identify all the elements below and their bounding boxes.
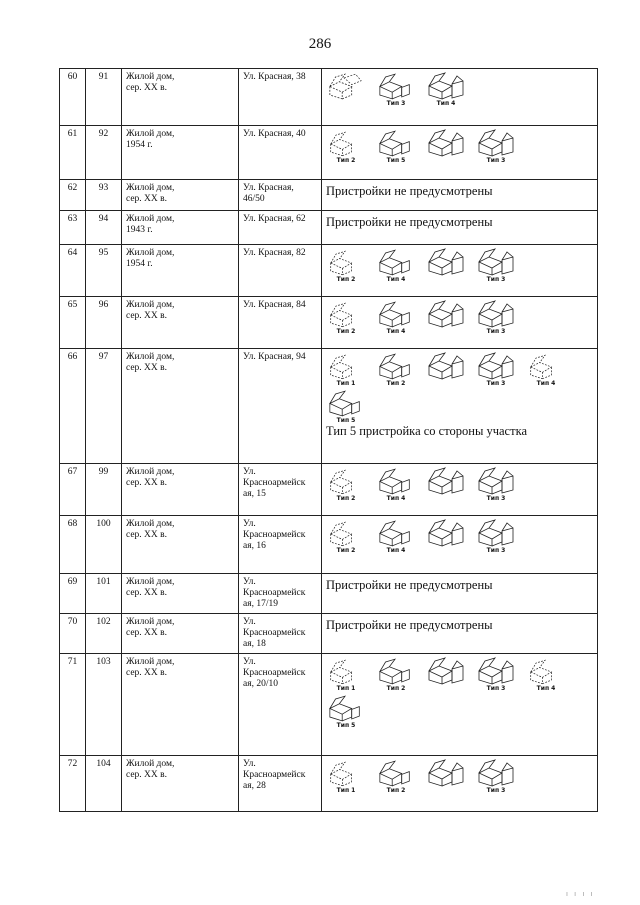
object-address: Ул. Красная, 82	[239, 245, 322, 297]
extension-sketch	[426, 129, 466, 165]
table-row	[60, 211, 598, 245]
sketch-type-caption: Тип 4	[436, 100, 456, 107]
sketch-type-caption: Тип 5	[336, 722, 356, 729]
extension-sketch	[376, 520, 416, 555]
house-full-extension-icon	[426, 300, 466, 328]
sketch-type-caption: Тип 3	[486, 685, 506, 692]
object-address: Ул. Красная, 62	[239, 211, 322, 245]
house-full-extension-icon	[476, 759, 516, 787]
house-full-extension-icon	[426, 248, 466, 276]
sketch-type-caption: Тип 4	[536, 380, 556, 387]
sketch-type-caption: Тип 5	[336, 417, 356, 424]
extension-sketch	[326, 761, 366, 795]
house-full-extension-icon	[426, 759, 466, 787]
house-full-extension-icon	[476, 129, 516, 157]
object-name: Жилой дом, сер. XX в.	[122, 464, 239, 516]
object-address: Ул. Красноармейск ая, 15	[239, 464, 322, 516]
extension-types-cell	[322, 614, 598, 654]
extension-sketches	[326, 759, 593, 795]
extension-sketch	[326, 659, 366, 693]
extension-sketch	[426, 352, 466, 388]
object-address: Ул. Красноармейск ая, 28	[239, 756, 322, 812]
object-name: Жилой дом, 1954 г.	[122, 245, 239, 297]
extension-types-cell	[322, 654, 598, 756]
object-address: Ул. Красная, 84	[239, 297, 322, 349]
extension-types-cell	[322, 180, 598, 211]
row-number: 69	[60, 574, 86, 614]
object-number: 93	[86, 180, 122, 211]
object-name: Жилой дом, 1954 г.	[122, 126, 239, 180]
row-number: 61	[60, 126, 86, 180]
extension-sketch	[476, 467, 516, 503]
house-dashed-icon	[328, 131, 364, 157]
object-name: Жилой дом, сер. XX в.	[122, 574, 239, 614]
extension-sketch	[326, 302, 366, 336]
object-number: 94	[86, 211, 122, 245]
object-name: Жилой дом, сер. XX в.	[122, 349, 239, 464]
extension-types-cell	[322, 756, 598, 812]
extension-sketch	[476, 759, 516, 795]
house-full-extension-icon	[476, 248, 516, 276]
extension-sketch	[426, 248, 466, 284]
no-extensions-note: Пристройки не предусмотрены	[326, 184, 493, 198]
extension-sketch	[376, 130, 416, 165]
object-number: 99	[86, 464, 122, 516]
object-number: 101	[86, 574, 122, 614]
sketch-type-caption: Тип 2	[336, 328, 356, 335]
sketch-type-caption: Тип 3	[486, 495, 506, 502]
extension-sketch	[326, 73, 366, 108]
extension-sketch	[376, 760, 416, 795]
house-extension-icon	[377, 73, 415, 100]
table-row	[60, 126, 598, 180]
row-number: 62	[60, 180, 86, 211]
house-extension-icon	[377, 468, 415, 495]
house-dashed-icon	[328, 659, 364, 685]
extension-types-cell	[322, 245, 598, 297]
house-extension-icon	[377, 353, 415, 380]
house-extension-icon	[377, 301, 415, 328]
house-full-extension-icon	[476, 300, 516, 328]
extension-types-cell	[322, 297, 598, 349]
extension-sketch	[376, 353, 416, 388]
sketch-type-caption: Тип 3	[486, 157, 506, 164]
extension-sketch	[476, 248, 516, 284]
object-number: 91	[86, 69, 122, 126]
object-name: Жилой дом, сер. XX в.	[122, 654, 239, 756]
sketch-type-caption: Тип 3	[486, 547, 506, 554]
table-row	[60, 464, 598, 516]
extension-types-cell	[322, 126, 598, 180]
row-number: 70	[60, 614, 86, 654]
extension-sketch	[476, 129, 516, 165]
extension-sketch	[476, 300, 516, 336]
extension-sketches	[326, 72, 593, 108]
row-number: 68	[60, 516, 86, 574]
extension-types-cell	[322, 464, 598, 516]
row-number: 60	[60, 69, 86, 126]
object-name: Жилой дом, 1943 г.	[122, 211, 239, 245]
object-name: Жилой дом, сер. XX в.	[122, 297, 239, 349]
extension-sketch	[426, 72, 466, 108]
object-number: 104	[86, 756, 122, 812]
sketch-type-caption: Тип 3	[486, 276, 506, 283]
footer-scan-mark: ı ı ı ı	[566, 890, 595, 898]
extension-sketch	[376, 468, 416, 503]
extension-sketch	[326, 390, 366, 425]
sketch-type-caption: Тип 2	[336, 276, 356, 283]
house-extension-icon	[377, 760, 415, 787]
house-extension-icon	[327, 390, 365, 417]
house-extension-icon	[377, 658, 415, 685]
table-row	[60, 245, 598, 297]
table-row	[60, 574, 598, 614]
table-row	[60, 69, 598, 126]
house-dashed-gable-icon	[327, 73, 365, 100]
extension-types-cell	[322, 69, 598, 126]
extension-sketch	[326, 469, 366, 503]
house-extension-icon	[377, 520, 415, 547]
row-number: 67	[60, 464, 86, 516]
house-dashed-icon	[328, 761, 364, 787]
house-dashed-icon	[328, 250, 364, 276]
object-address: Ул. Красноармейск ая, 17/19	[239, 574, 322, 614]
house-extension-icon	[377, 249, 415, 276]
row-number: 71	[60, 654, 86, 756]
extension-side-note: Тип 5 пристройка со стороны участка	[326, 424, 528, 438]
sketch-type-caption: Тип 1	[336, 787, 356, 794]
house-dashed-icon	[328, 302, 364, 328]
object-address: Ул. Красная, 40	[239, 126, 322, 180]
house-full-extension-icon	[426, 129, 466, 157]
page-number: 286	[308, 36, 332, 52]
extension-sketch	[476, 657, 516, 693]
object-number: 92	[86, 126, 122, 180]
object-name: Жилой дом, сер. XX в.	[122, 614, 239, 654]
extension-types-cell	[322, 574, 598, 614]
table-row	[60, 516, 598, 574]
house-full-extension-icon	[426, 519, 466, 547]
sketch-type-caption: Тип 3	[386, 100, 406, 107]
extension-sketch	[376, 658, 416, 693]
house-full-extension-icon	[426, 352, 466, 380]
row-number: 64	[60, 245, 86, 297]
object-number: 97	[86, 349, 122, 464]
extension-sketch	[326, 131, 366, 165]
extension-sketch	[426, 467, 466, 503]
row-number: 72	[60, 756, 86, 812]
object-address: Ул. Красноармейск ая, 18	[239, 614, 322, 654]
extension-sketches	[326, 519, 593, 555]
extension-sketch	[426, 759, 466, 795]
sketch-type-caption: Тип 4	[536, 685, 556, 692]
sketch-type-caption: Тип 3	[486, 328, 506, 335]
heritage-register-table	[59, 68, 598, 812]
extension-sketch	[426, 519, 466, 555]
extension-types-cell	[322, 211, 598, 245]
extension-sketches	[326, 129, 593, 165]
table-row	[60, 349, 598, 464]
object-name: Жилой дом, сер. XX в.	[122, 69, 239, 126]
object-name: Жилой дом, сер. XX в.	[122, 516, 239, 574]
extension-sketch	[326, 250, 366, 284]
row-number: 65	[60, 297, 86, 349]
house-dashed-icon	[528, 659, 564, 685]
no-extensions-note: Пристройки не предусмотрены	[326, 618, 493, 632]
house-dashed-icon	[328, 469, 364, 495]
object-address: Ул. Красноармейск ая, 16	[239, 516, 322, 574]
table-row	[60, 614, 598, 654]
extension-sketch	[426, 300, 466, 336]
house-full-extension-icon	[426, 467, 466, 495]
sketch-type-caption: Тип 2	[336, 495, 356, 502]
house-dashed-icon	[328, 521, 364, 547]
row-number: 63	[60, 211, 86, 245]
table-row	[60, 297, 598, 349]
extension-sketch	[476, 519, 516, 555]
extension-sketch	[476, 352, 516, 388]
house-dashed-icon	[328, 354, 364, 380]
house-full-extension-icon	[476, 352, 516, 380]
extension-sketches	[326, 467, 593, 503]
object-number: 103	[86, 654, 122, 756]
extension-sketch	[526, 659, 566, 693]
sketch-type-caption: Тип 2	[386, 380, 406, 387]
extension-types-cell	[322, 349, 598, 464]
sketch-type-caption: Тип 3	[486, 787, 506, 794]
table-row	[60, 654, 598, 756]
extension-sketch	[326, 521, 366, 555]
extension-sketch	[326, 354, 366, 388]
object-name: Жилой дом, сер. XX в.	[122, 180, 239, 211]
object-name: Жилой дом, сер. XX в.	[122, 756, 239, 812]
sketch-type-caption: Тип 2	[336, 157, 356, 164]
sketch-type-caption: Тип 2	[386, 685, 406, 692]
house-full-extension-icon	[426, 657, 466, 685]
extension-sketches	[326, 352, 593, 425]
object-address: Ул. Красная, 94	[239, 349, 322, 464]
sketch-type-caption: Тип 4	[386, 328, 406, 335]
object-number: 100	[86, 516, 122, 574]
extension-sketch	[526, 354, 566, 388]
house-full-extension-icon	[476, 519, 516, 547]
sketch-type-caption: Тип 4	[386, 495, 406, 502]
extension-sketch	[376, 73, 416, 108]
object-number: 102	[86, 614, 122, 654]
extension-sketch	[376, 249, 416, 284]
extension-sketches	[326, 248, 593, 284]
house-full-extension-icon	[476, 467, 516, 495]
sketch-type-caption: Тип 4	[386, 276, 406, 283]
table-row	[60, 756, 598, 812]
extension-sketches	[326, 657, 593, 730]
extension-sketch	[326, 695, 366, 730]
extension-sketches	[326, 300, 593, 336]
sketch-type-caption: Тип 2	[336, 547, 356, 554]
object-number: 96	[86, 297, 122, 349]
no-extensions-note: Пристройки не предусмотрены	[326, 578, 493, 592]
sketch-type-caption: Тип 1	[336, 685, 356, 692]
object-address: Ул. Красноармейск ая, 20/10	[239, 654, 322, 756]
extension-sketch	[426, 657, 466, 693]
house-extension-icon	[377, 130, 415, 157]
object-address: Ул. Красная, 46/50	[239, 180, 322, 211]
extension-sketch	[376, 301, 416, 336]
house-full-extension-icon	[476, 657, 516, 685]
object-address: Ул. Красная, 38	[239, 69, 322, 126]
extension-types-cell	[322, 516, 598, 574]
object-number: 95	[86, 245, 122, 297]
sketch-type-caption: Тип 5	[386, 157, 406, 164]
house-full-extension-icon	[426, 72, 466, 100]
sketch-type-caption: Тип 1	[336, 380, 356, 387]
table-row	[60, 180, 598, 211]
house-dashed-icon	[528, 354, 564, 380]
sketch-type-caption: Тип 2	[386, 787, 406, 794]
sketch-type-caption: Тип 3	[486, 380, 506, 387]
row-number: 66	[60, 349, 86, 464]
house-extension-icon	[327, 695, 365, 722]
no-extensions-note: Пристройки не предусмотрены	[326, 215, 493, 229]
sketch-type-caption: Тип 4	[386, 547, 406, 554]
